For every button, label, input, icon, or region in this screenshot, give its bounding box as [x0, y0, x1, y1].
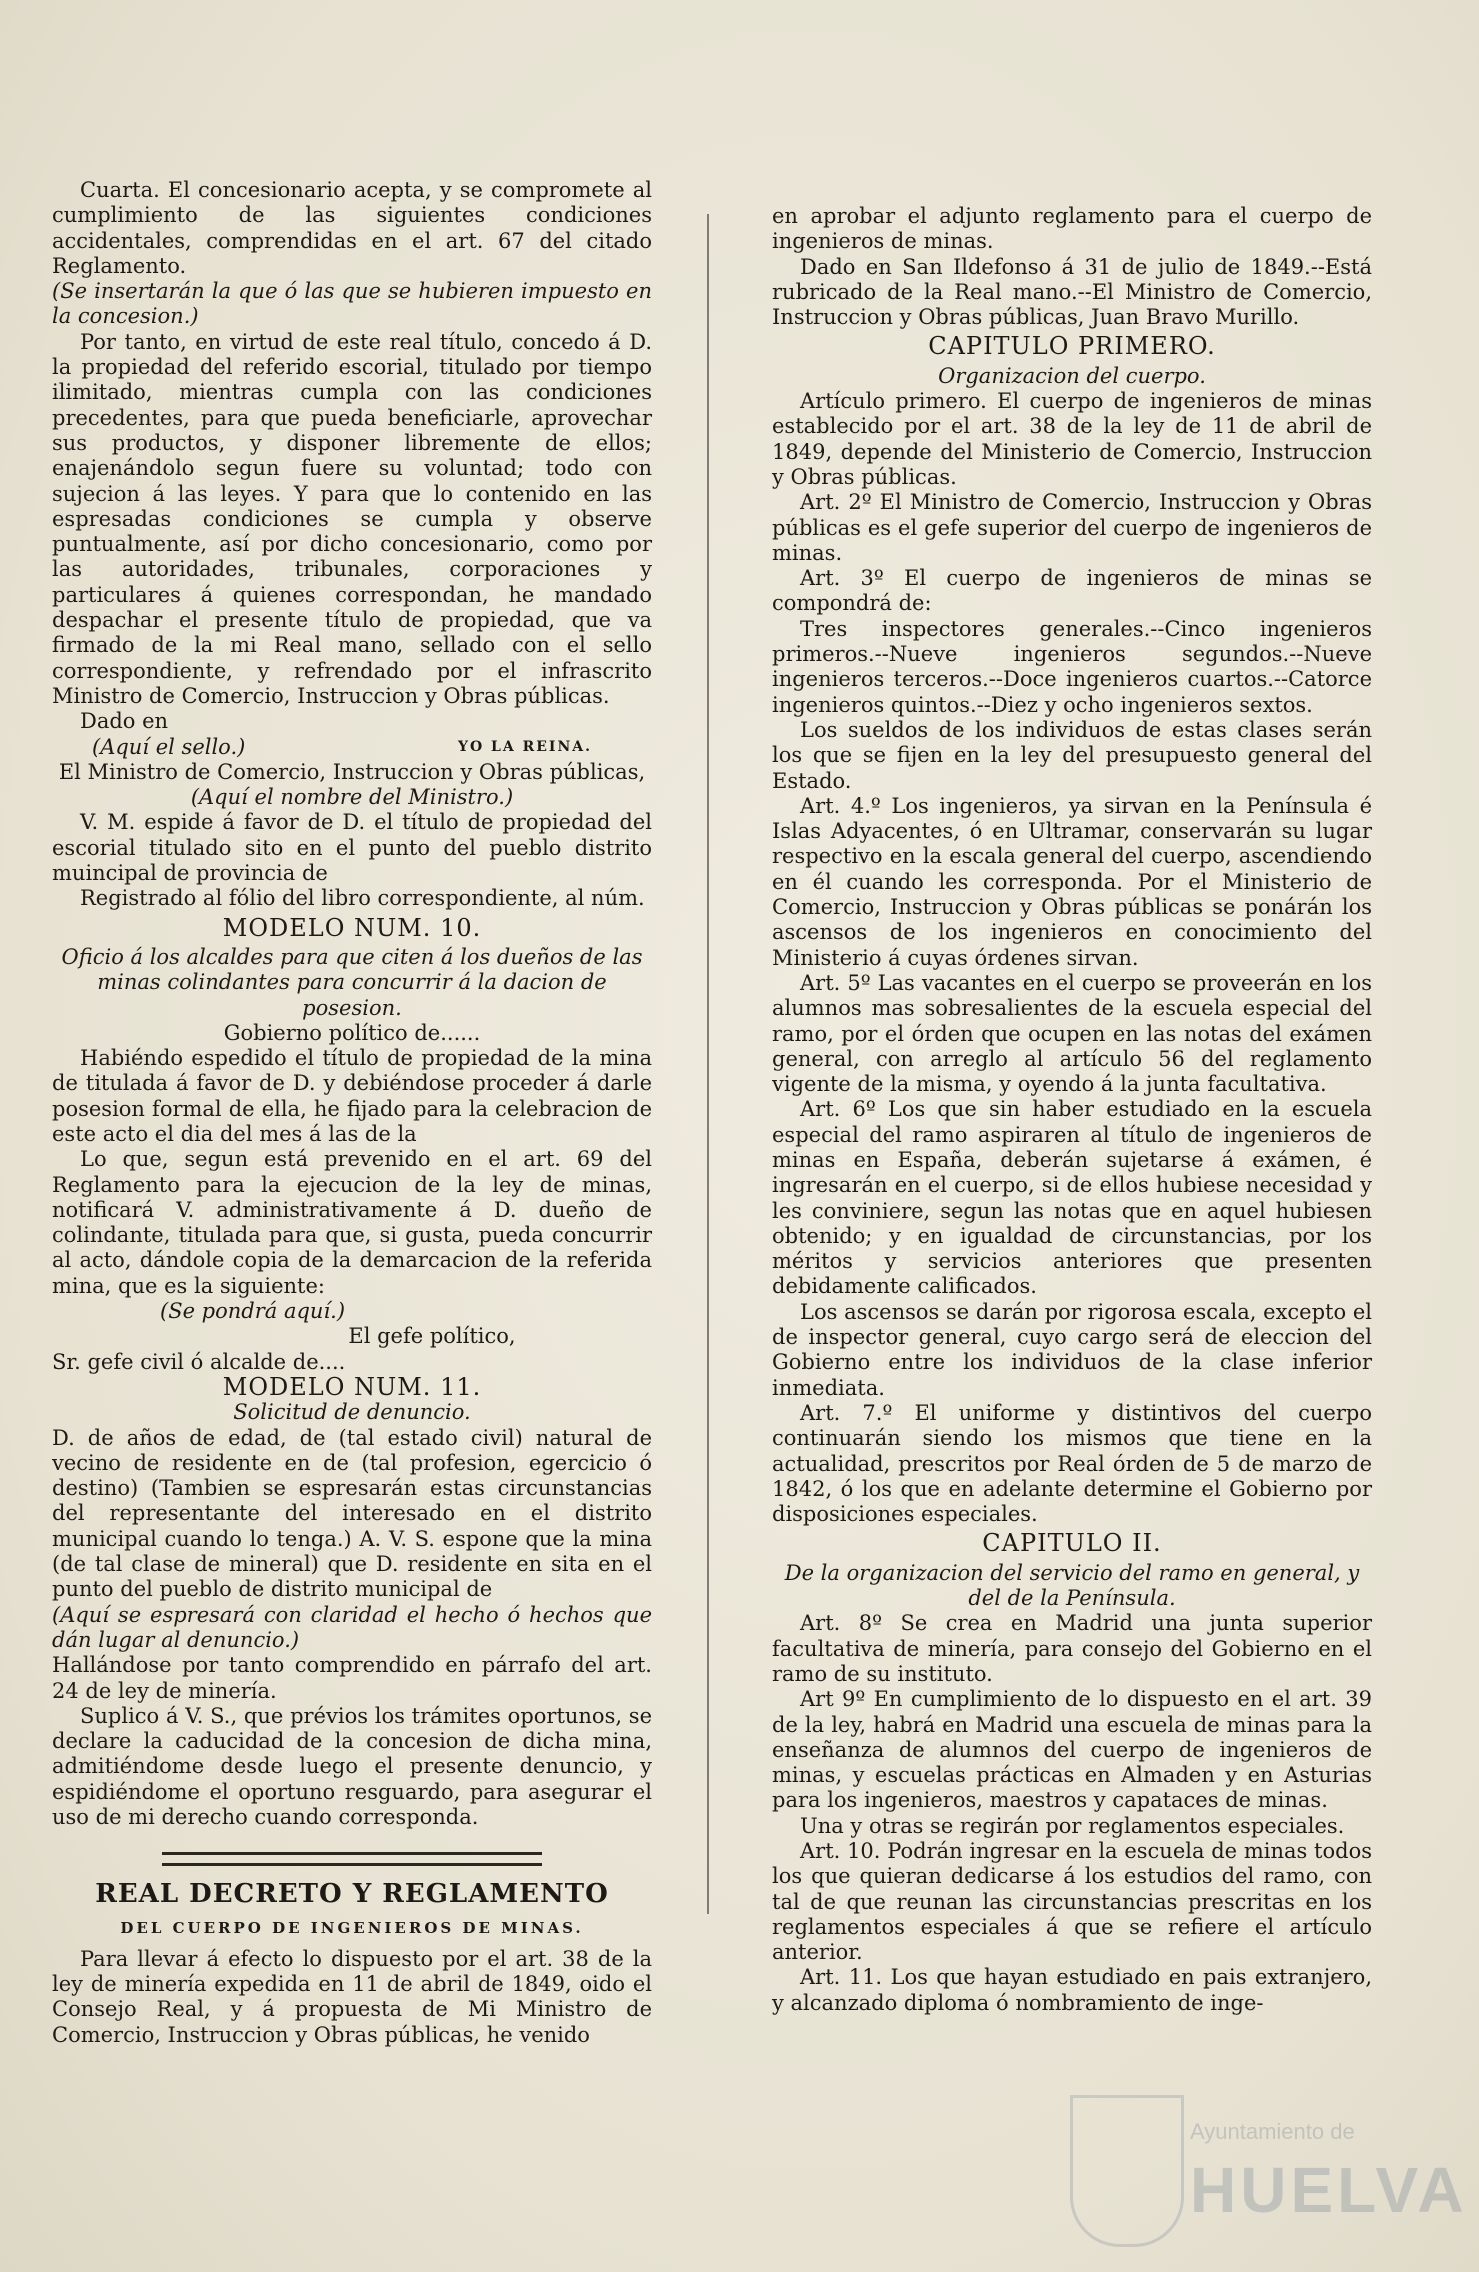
article: Tres inspectores generales.--Cinco ingenieros primeros.--Nueve ingenieros segundos.--Nueve ingenieros terceros.--Doce ingenieros cuartos.--Catorce ingenieros quintos.--Diez y ocho ingenieros sextos.: [772, 616, 1372, 717]
ministro-note: (Aquí el nombre del Ministro.): [190, 785, 514, 810]
article: Art. 4.º Los ingenieros, ya sirvan en la Península é Islas Adyacentes, ó en Ultramar, conservarán su lugar respectivo en la escala general del cuerpo, ascendiendo en él cuando les corresponda. Por el Ministerio de Comercio, Instruccion y Obras públicas se ponárán los ascensos de los ingenieros en conocimiento del Ministerio á cuyas órdenes sirvan.: [772, 793, 1372, 970]
article: Art 9º En cumplimiento de lo dispuesto en el art. 39 de la ley, habrá en Madrid una escuela de minas para la enseñanza de alumnos del cuerpo de ingenieros de minas, y escuelas prácticas en Almaden y en Asturias para los ingenieros, maestros y capataces de minas.: [772, 1687, 1372, 1813]
ministro-line: El Ministro de Comercio, Instruccion y Obras públicas,: [58, 759, 646, 784]
article: Una y otras se regirán por reglamentos especiales.: [800, 1813, 1345, 1838]
pondra-note: (Se pondrá aquí.): [160, 1299, 346, 1324]
column-divider: [707, 214, 709, 1914]
capitulo-1-title: CAPITULO PRIMERO.: [928, 332, 1216, 361]
article: Art. 10. Podrán ingresar en la escuela de minas todos los que quieran dedicarse á los estudios del ramo, con tal de que reunan las circunstancias prescritas en los reglamentos especiales á que se refiere el artículo anterior.: [772, 1839, 1372, 1965]
paragraph: Habiéndo espedido el título de propiedad de la mina de titulada á favor de D. y debiéndose proceder á darle posesion formal de ella, he fijado para la celebracion de este acto el dia del mes á las de la: [52, 1046, 652, 1146]
gefe-line: El gefe político,: [348, 1324, 516, 1349]
shield-icon: [1070, 2095, 1184, 2247]
article: Los sueldos de los individuos de estas clases serán los que se fijen en la ley del presupuesto general del Estado.: [772, 717, 1372, 793]
paragraph: Suplico á V. S., que prévios los trámites oportunos, se declare la caducidad de la concesion de dicha mina, admitiéndome desde luego el presente denuncio, y espidiéndome el oportuno resguardo, para asegurar el uso de mi derecho cuando corresponda.: [52, 1703, 652, 1829]
decreto-subtitle: DEL CUERPO DE INGENIEROS DE MINAS.: [120, 1918, 584, 1937]
paragraph: Registrado al fólio del libro correspondiente, al núm.: [80, 886, 645, 911]
paragraph: Dado en: [80, 709, 169, 734]
sello-note: (Aquí el sello.): [92, 734, 246, 759]
paragraph: Hallándose por tanto comprendido en párrafo del art. 24 de ley de minería.: [52, 1653, 652, 1703]
paragraph: en aprobar el adjunto reglamento para el cuerpo de ingenieros de minas.: [772, 204, 1372, 254]
gobierno-line: Gobierno político de......: [223, 1020, 481, 1045]
article: Art. 7.º El uniforme y distintivos del cuerpo continuarán siendo los mismos que tiene en la actualidad, prescritos por Real órden de 5 de marzo de 1842, ó los que en adelante determine el Gobierno por disposiciones especiales.: [772, 1400, 1372, 1527]
paragraph: Para llevar á efecto lo dispuesto por el art. 38 de la ley de minería expedida en 11 de abril de 1849, oido el Consejo Real, y á propuesta de Mi Ministro de Comercio, Instruccion y Obras públicas, he venido: [52, 1946, 652, 2047]
article: Artículo primero. El cuerpo de ingenieros de minas establecido por el art. 38 de la ley de 11 de abril de 1849, depende del Ministerio de Comercio, Instruccion y Obras públicas.: [772, 389, 1372, 489]
article: Art. 11. Los que hayan estudiado en pais extranjero, y alcanzado diploma ó nombramiento de inge-: [772, 1965, 1372, 2015]
ayuntamiento-watermark: [1070, 2095, 1468, 2245]
yo-la-reina: YO LA REINA.: [457, 738, 592, 755]
capitulo-2-subtitle: De la organizacion del servicio del ramo en general, y del de la Península.: [784, 1560, 1360, 1611]
modelo-10-title: MODELO NUM. 10.: [222, 913, 482, 942]
article: Art. 2º El Ministro de Comercio, Instruccion y Obras públicas es el gefe superior del cuerpo de ingenieros de minas.: [772, 490, 1372, 565]
sr-line: Sr. gefe civil ó alcalde de....: [52, 1349, 346, 1374]
paragraph: Lo que, segun está prevenido en el art. 69 del Reglamento para la ejecucion de la ley de minas, notificará V. administrativamente á D. dueño de colindante, titulada para que, si gusta, pueda concurrir al acto, dándole copia de la demarcacion de la referida mina, que es la siguiente:: [52, 1147, 652, 1298]
right-column: [772, 204, 1372, 2016]
modelo-11-title: MODELO NUM. 11.: [222, 1372, 482, 1401]
italic-note: (Se insertarán la que ó las que se hubieren impuesto en la concesion.): [52, 279, 652, 329]
double-rule-divider: [162, 1852, 542, 1866]
capitulo-1-subtitle: Organizacion del cuerpo.: [938, 363, 1206, 388]
italic-note: (Aquí se espresará con claridad el hecho ó hechos que dán lugar al denuncio.): [52, 1602, 652, 1652]
paragraph: Cuarta. El concesionario acepta, y se compromete al cumplimiento de las siguientes condiciones accidentales, comprendidas en el art. 67 del citado Reglamento.: [52, 178, 652, 278]
paragraph: D. de años de edad, de (tal estado civil) natural de vecino de residente en de (tal profesion, egercicio ó destino) (Tambien se espresarán estas circunstancias del representante del interesado en el distrito municipal cuando lo tenga.) A. V. S. espone que la mina (de tal clase de mineral) que D. residente en sita en el punto del pueblo de distrito municipal de: [52, 1425, 652, 1602]
paragraph: Por tanto, en virtud de este real título, concedo á D. la propiedad del referido escorial, titulado por tiempo ilimitado, mientras cumpla con las condiciones precedentes, para que pueda beneficiarle, aprovechar sus productos, y disponer libremente de ellos; enajenándolo segun fuere su voluntad; todo con sujecion á las leyes. Y para que lo contenido en las espresadas condiciones se cumpla y observe puntualmente, así por dicho concesionario, como por las autoridades, tribunales, corporaciones y particulares á quienes correspondan, he mandado despachar el presente título de propiedad, que va firmado de la mi Real mano, sellado con el sello correspondiente, y refrendado por el infrascrito Ministro de Comercio, Instruccion y Obras públicas.: [52, 329, 652, 708]
article: Art. 6º Los que sin haber estudiado en la escuela especial del ramo aspiraren al título de ingenieros de minas en España, deberán sujetarse á exámen, é ingresarán en el cuerpo, si de ellos hubiese necesidad y les conviniere, segun las notas que en aquel hubiesen obtenido; y en igualdad de circunstancias, por los méritos y servicios anteriores que presenten debidamente calificados.: [772, 1097, 1372, 1299]
modelo-10-subtitle: Oficio á los alcaldes para que citen á los dueños de las minas colindantes para concurrir á la dacion de posesion.: [61, 944, 643, 1020]
article: Los ascensos se darán por rigorosa escala, excepto el de inspector general, cuyo cargo será de eleccion del Gobierno entre los individuos de la clase inferior inmediata.: [772, 1299, 1372, 1400]
signature-row: [52, 735, 652, 760]
capitulo-2-title: CAPITULO II.: [982, 1529, 1162, 1558]
watermark-line-2: HUELVA: [1190, 2154, 1468, 2226]
article: Art. 8º Se crea en Madrid una junta superior facultativa de minería, para consejo del Gobierno en el ramo de su instituto.: [772, 1611, 1372, 1686]
decreto-title: REAL DECRETO Y REGLAMENTO: [95, 1879, 609, 1910]
article: Art. 3º El cuerpo de ingenieros de minas se compondrá de:: [772, 566, 1372, 616]
article: Art. 5º Las vacantes en el cuerpo se proveerán en los alumnos mas sobresalientes de la escuela especial del ramo, por el órden que ocupen en las notas del exámen general, con arreglo al artículo 56 del reglamento vigente de la misma, y oyendo á la junta facultativa.: [772, 970, 1372, 1097]
left-column: [52, 178, 652, 2048]
paragraph: V. M. espide á favor de D. el título de propiedad del escorial titulado sito en el punto del pueblo distrito muincipal de provincia de: [52, 810, 652, 886]
paragraph: Dado en San Ildefonso á 31 de julio de 1849.--Está rubricado de la Real mano.--El Ministro de Comercio, Instruccion y Obras públicas, Juan Bravo Murillo.: [772, 254, 1372, 330]
watermark-line-1: Ayuntamiento de: [1190, 2119, 1355, 2144]
modelo-11-subtitle: Solicitud de denuncio.: [233, 1400, 471, 1425]
